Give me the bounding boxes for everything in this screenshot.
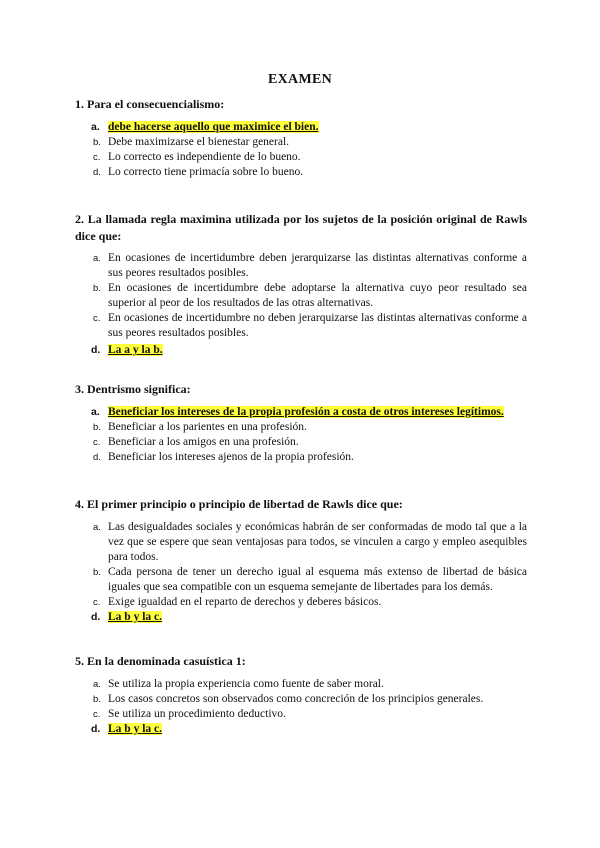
option-letter: d. (93, 452, 101, 463)
option-c (75, 311, 527, 341)
option-c (75, 150, 527, 165)
option-b (75, 692, 527, 707)
option-text: En ocasiones de incertidumbre no deben jerarquizarse las distintas alternativas conforme a sus peores resultados posibles. (108, 312, 527, 339)
option-letter: a. (93, 522, 101, 533)
option-letter: d. (91, 344, 101, 356)
option-text: Exige igualdad en el reparto de derechos y deberes básicos. (108, 596, 382, 608)
option-b (75, 281, 527, 311)
option-letter: b. (93, 283, 101, 294)
options-list (75, 677, 527, 737)
option-d (75, 610, 527, 625)
question-heading: 5. En la denominada casuística 1: (75, 654, 246, 668)
option-letter: a. (93, 679, 101, 690)
question-heading: 1. Para el consecuencialismo: (75, 97, 225, 111)
option-d (75, 722, 527, 737)
options-list (75, 120, 527, 180)
option-letter: b. (93, 422, 101, 433)
question-5 (75, 653, 527, 737)
option-letter: a. (91, 406, 100, 418)
option-b (75, 565, 527, 595)
correct-answer-text: La a y la b. (108, 344, 163, 356)
options-list (75, 251, 527, 358)
correct-answer-text: La b y la c. (108, 723, 162, 735)
option-text: Los casos concretos son observados como concreción de los principios generales. (108, 693, 484, 705)
option-letter: d. (91, 723, 101, 735)
option-c (75, 595, 527, 610)
option-c (75, 435, 527, 450)
correct-answer-text: Beneficiar los intereses de la propia profesión a costa de otros intereses legítimos. (108, 406, 504, 418)
question-3 (75, 381, 527, 465)
option-letter: a. (91, 121, 100, 133)
option-letter: c. (93, 437, 101, 448)
options-list (75, 405, 527, 465)
question-heading: 2. La llamada regla maximina utilizada por los sujetos de la posición original de Rawls dice que: (75, 212, 527, 243)
question-1 (75, 96, 527, 180)
option-letter: c. (93, 597, 101, 608)
option-text: Cada persona de tener un derecho igual al esquema más extenso de libertad de básica iguales que sea compatible con un esquema semejante de libertades para los demás. (108, 566, 527, 593)
option-a (75, 677, 527, 692)
option-text: Debe maximizarse el bienestar general. (108, 136, 290, 148)
option-d (75, 343, 527, 358)
option-text: Las desigualdades sociales y económicas habrán de ser conformadas de modo tal que a la vez que se espere que sean ventajosas para todos, se vinculen a cargo y empleo asequibles para todos. (108, 521, 527, 563)
options-list (75, 520, 527, 625)
option-text: Lo correcto tiene primacía sobre lo bueno. (108, 166, 304, 178)
question-2 (75, 211, 527, 358)
option-letter: b. (93, 567, 101, 578)
option-letter: c. (93, 709, 101, 720)
option-text: Beneficiar a los amigos en una profesión. (108, 436, 299, 448)
option-c (75, 707, 527, 722)
option-text: Lo correcto es independiente de lo bueno. (108, 151, 301, 163)
option-letter: a. (93, 253, 101, 264)
option-letter: d. (91, 611, 101, 623)
option-text: Se utiliza la propia experiencia como fuente de saber moral. (108, 678, 384, 690)
option-a (75, 520, 527, 565)
option-letter: b. (93, 694, 101, 705)
correct-answer-text: debe hacerse aquello que maximice el bien. (108, 121, 319, 133)
question-heading: 3. Dentrismo significa: (75, 382, 191, 396)
option-letter: b. (93, 137, 101, 148)
option-text: Beneficiar los intereses ajenos de la propia profesión. (108, 451, 354, 463)
question-heading: 4. El primer principio o principio de libertad de Rawls dice que: (75, 497, 403, 511)
question-4 (75, 496, 527, 625)
option-a (75, 405, 527, 420)
option-text: Se utiliza un procedimiento deductivo. (108, 708, 286, 720)
option-a (75, 120, 527, 135)
page-title: EXAMEN (267, 72, 333, 87)
option-b (75, 420, 527, 435)
option-a (75, 251, 527, 281)
option-text: En ocasiones de incertidumbre debe adoptarse la alternativa cuyo peor resultado sea superior al peor de los resultados de las otras alternativas. (108, 282, 527, 309)
option-text: Beneficiar a los parientes en una profesión. (108, 421, 307, 433)
option-b (75, 135, 527, 150)
option-letter: c. (93, 152, 101, 163)
option-letter: d. (93, 167, 101, 178)
option-text: En ocasiones de incertidumbre deben jerarquizarse las distintas alternativas conforme a sus peores resultados posibles. (108, 252, 527, 279)
option-d (75, 450, 527, 465)
option-d (75, 165, 527, 180)
correct-answer-text: La b y la c. (108, 611, 162, 623)
option-letter: c. (93, 313, 101, 324)
